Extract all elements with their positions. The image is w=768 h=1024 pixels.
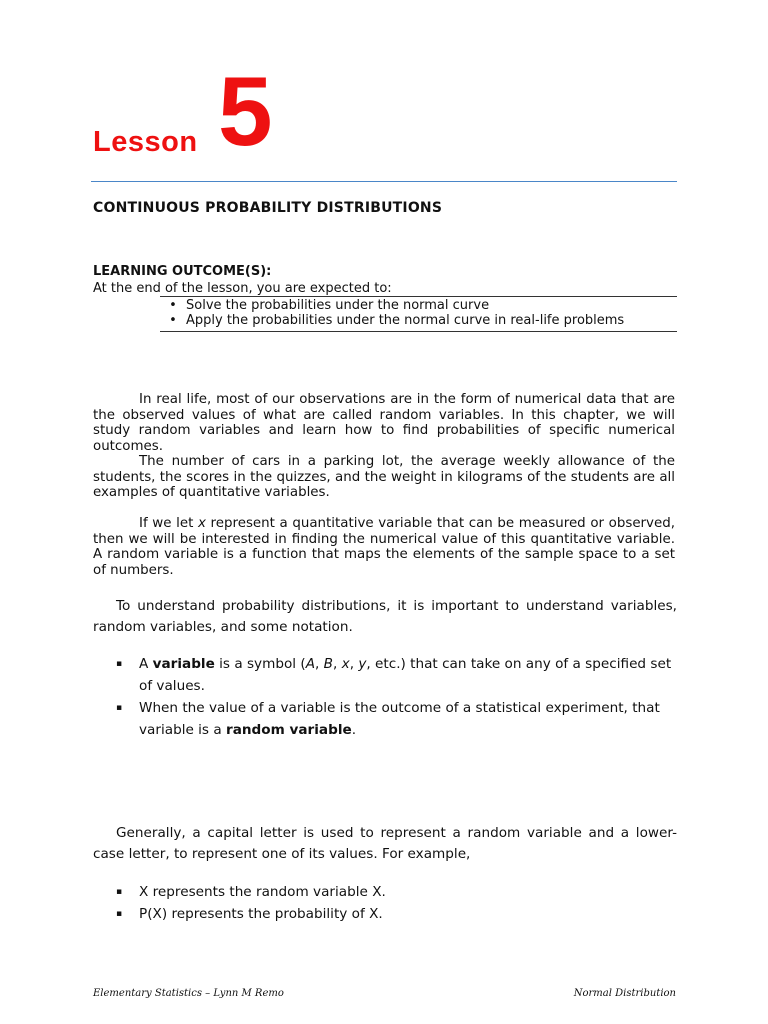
square-bullet: ▪ — [116, 909, 123, 919]
outcomes-intro: At the end of the lesson, you are expected to: — [93, 281, 392, 296]
square-bullet: ▪ — [116, 887, 123, 897]
list-item: ▪ When the value of a variable is the outcome of a statistical experiment, that variable is a random variable. — [116, 697, 676, 741]
footer-left: Elementary Statistics – Lynn M Remo — [93, 988, 284, 999]
paragraph: If we let x represent a quantitative variable that can be measured or observed, then we will be interested in finding the numerical value of this quantitative variable. A random variable is a function that maps the elements of the sample space to a set of numbers. — [93, 516, 675, 578]
list-item: ▪ P(X) represents the probability of X. — [116, 903, 676, 925]
square-bullet: ▪ — [116, 659, 123, 669]
outcomes-heading: LEARNING OUTCOME(S): — [93, 264, 272, 279]
outcomes-bottom-rule — [160, 331, 677, 332]
list-item: ▪ X represents the random variable X. — [116, 881, 676, 903]
paragraph: To understand probability distributions, it is important to understand variables, random variables, and some notation. — [93, 598, 677, 635]
lesson-number: 5 — [218, 56, 273, 166]
section-title: CONTINUOUS PROBABILITY DISTRIBUTIONS — [93, 200, 443, 216]
bullet-dot: • — [169, 313, 177, 328]
bullet-dot: • — [169, 298, 177, 313]
list-item: ▪ A variable is a symbol (A, B, x, y, etc.) that can take on any of a specified set of values. — [116, 653, 676, 697]
paragraph: The number of cars in a parking lot, the average weekly allowance of the students, the scores in the quizzes, and the weight in kilograms of the students are all examples of quantitative variables. — [93, 454, 675, 501]
paragraph: In real life, most of our observations are in the form of numerical data that are the observed values of what are called random variables. In this chapter, we will study random variables and learn how to find probabilities of specific numerical outcomes. — [93, 392, 675, 454]
square-bullet: ▪ — [116, 703, 123, 713]
lesson-label: Lesson — [93, 126, 198, 158]
footer-right: Normal Distribution — [573, 988, 676, 999]
outcome-item: • Solve the probabilities under the normal curve — [160, 298, 489, 313]
paragraph: Generally, a capital letter is used to represent a random variable and a lower-case letter, to represent one of its values. For example, — [93, 825, 677, 862]
outcome-item: • Apply the probabilities under the normal curve in real-life problems — [160, 313, 624, 328]
outcomes-top-rule — [160, 296, 677, 297]
title-divider — [91, 181, 677, 182]
